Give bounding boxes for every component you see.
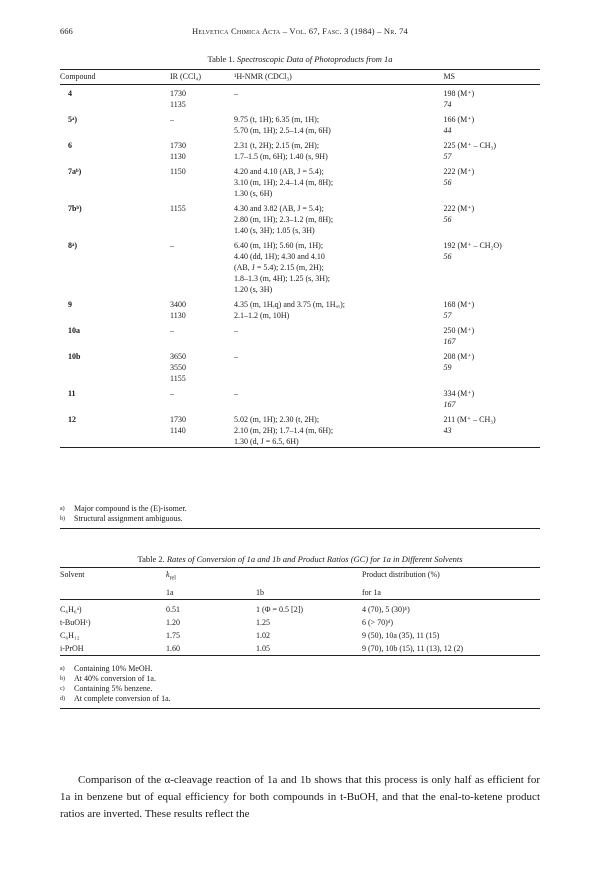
table1-caption (60, 54, 540, 64)
table1-ms-line: 211 (M⁺ – CH₃) (443, 415, 496, 424)
table1 (60, 69, 540, 448)
table1-ir-line: 1135 (169, 100, 186, 109)
table1-ms-line: 222 (M⁺) (443, 204, 475, 213)
footnote (60, 514, 540, 524)
table1-cell-ms (443, 166, 540, 199)
table1-cell-ir (160, 414, 234, 448)
table1-cell-ir (160, 203, 234, 236)
table2-cell-k1b: 1.25 (256, 617, 270, 627)
table1-ms-line: 57 (443, 311, 452, 320)
table1-cell-ms (443, 85, 540, 111)
footnote-mark: a) (60, 506, 65, 512)
table2-subheader-blank (60, 586, 166, 600)
table1-cell-ms (443, 240, 540, 295)
table2-caption-title: Rates of Conversion of 1a and 1b and Product Ratios (GC) for 1a in Different Solvents (166, 554, 463, 564)
table2-subheader-row (60, 586, 540, 600)
table1-cell-ms (443, 114, 540, 136)
table1-cell-compound: 6 (68, 141, 72, 150)
table1-cell-ir (160, 351, 234, 384)
table1-cell-ir (160, 325, 234, 347)
table2-header-row (60, 568, 540, 586)
table1-ir-line: – (169, 115, 174, 124)
table2-krel-sub: rel (169, 575, 176, 582)
table1-ms-line: 56 (443, 252, 452, 261)
table1-cell-nmr (234, 299, 443, 321)
table2-cell-solvent: C₆H₁₂ (60, 630, 80, 640)
table1-nmr-line: 3.10 (m, 1H); 2.4–1.4 (m, 8H); (233, 178, 334, 187)
table1-ms-line: 56 (443, 215, 452, 224)
table1-cell-nmr (234, 240, 443, 295)
table-row (60, 599, 540, 616)
table1-cell-compound: 5ᵃ) (68, 115, 77, 124)
footnote-mark: b) (60, 676, 65, 682)
footnote-text: At complete conversion of 1a. (74, 694, 171, 703)
table1-cell-ir (160, 299, 234, 321)
table-row (60, 351, 540, 384)
table2-cell-solvent: i-PrOH (60, 643, 84, 653)
table1-cell-nmr (234, 414, 443, 448)
table1-cell-nmr (234, 114, 443, 136)
table1-cell-ir (160, 240, 234, 295)
table1-nmr-line: 2.80 (m, 1H); 2.3–1.2 (m, 8H); (233, 215, 334, 224)
table1-ms-line: 43 (443, 426, 452, 435)
table2-footnotes (60, 664, 540, 704)
table1-nmr-line: 6.40 (m, 1H); 5.60 (m, 1H); (233, 241, 324, 250)
table2-cell-dist: 6 (> 70)ᵈ) (362, 617, 393, 627)
table1-cell-nmr (234, 203, 443, 236)
footnote-mark: a) (60, 666, 65, 672)
table2 (60, 567, 540, 656)
table1-cell-nmr (234, 166, 443, 199)
table1-col-nmr: ¹H-NMR (CDCl₃) (233, 72, 292, 81)
table-row (60, 203, 540, 236)
footnote (60, 664, 540, 674)
footnote (60, 504, 540, 514)
table2-cell-k1a: 1.60 (166, 643, 180, 653)
table2-sub-for: for 1a (362, 587, 381, 597)
table1-nmr-line: 2.10 (m, 2H); 1.7–1.4 (m, 6H); (233, 426, 334, 435)
table2-sub-1b: 1b (256, 587, 264, 597)
table-row (60, 388, 540, 410)
table2-sub-1a: 1a (166, 587, 174, 597)
table1-ir-line: – (169, 326, 174, 335)
table1-ms-line: 225 (M⁺ – CH₃) (443, 141, 497, 150)
table-row (60, 166, 540, 199)
table1-cell-ms (443, 325, 540, 347)
table2-caption-label: Table 2. (137, 554, 165, 564)
table1-nmr-line: 2.1–1.2 (m, 10H) (233, 311, 290, 320)
table2-caption (60, 554, 540, 564)
table2-header-blank (256, 568, 362, 586)
page-number: 666 (60, 26, 73, 36)
table2-cell-solvent: t-BuOHᶜ) (60, 617, 91, 627)
table1-nmr-line: 4.40 (dd, 1H); 4.30 and 4.10 (233, 252, 325, 261)
table2-cell-dist: 9 (70), 10b (15), 11 (13), 12 (2) (362, 643, 464, 653)
table1-ms-line: 208 (M⁺) (443, 352, 475, 361)
table2-col-dist: Product distribution (%) (362, 570, 440, 579)
table1-cell-compound: 10a (68, 326, 80, 335)
table1-cell-ir (160, 166, 234, 199)
table1-ms-line: 334 (M⁺) (443, 389, 475, 398)
table1-bottom-rule (60, 528, 540, 529)
body-paragraph: Comparison of the α-cleavage reaction of 1a and 1b shows that this process is only half as efficient for 1a in benzene but of equal efficiency for both compounds in t-BuOH, and that the enal-to-ketene product ratios are inverted. These results reflect the (60, 774, 540, 820)
body-text (60, 772, 540, 823)
table1-ms-line: 74 (443, 100, 452, 109)
table-row (60, 85, 540, 111)
table1-cell-compound: 12 (68, 415, 76, 424)
footnote (60, 694, 540, 704)
table-row (60, 299, 540, 321)
table1-nmr-line: – (233, 326, 238, 335)
table1-cell-nmr (234, 325, 443, 347)
table1-ms-line: 44 (443, 126, 452, 135)
table1-cell-ms (443, 203, 540, 236)
table1-footnotes (60, 504, 540, 524)
table1-ir-line: 1155 (169, 374, 186, 383)
table2-body (60, 599, 540, 655)
table2-col-solvent: Solvent (60, 570, 85, 579)
table1-cell-ir (160, 114, 234, 136)
footnote-mark: d) (60, 696, 65, 702)
table1-cell-ir (160, 85, 234, 111)
table1-ir-line: 1150 (169, 167, 186, 176)
table1-ir-line: 3650 (169, 352, 186, 361)
table1-cell-nmr (234, 85, 443, 111)
table1-cell-ms (443, 351, 540, 384)
table1-ms-line: 59 (443, 363, 452, 372)
table-row (60, 140, 540, 162)
table1-nmr-line: – (233, 89, 238, 98)
footnote-mark: b) (60, 516, 65, 522)
table1-cell-ms (443, 140, 540, 162)
page-header (60, 26, 540, 38)
table1-col-ms: MS (443, 72, 455, 81)
table1-ir-line: – (169, 241, 174, 250)
footnote-mark: c) (60, 686, 65, 692)
table1-ir-line: 3550 (169, 363, 186, 372)
footnote-text: Structural assignment ambiguous. (74, 514, 183, 523)
table1-ir-line: 1130 (169, 311, 186, 320)
table2-krel-k: k (166, 570, 170, 579)
table1-cell-ir (160, 140, 234, 162)
table1-nmr-line: 5.70 (m, 1H); 2.5–1.4 (m, 6H) (233, 126, 331, 135)
table2-cell-k1b: 1.02 (256, 630, 270, 640)
table1-ir-line: 1155 (169, 204, 186, 213)
running-head: Helvetica Chimica Acta – Vol. 67, Fasc. 3 (1984) – Nr. 74 (192, 26, 408, 36)
table1-nmr-line: 1.30 (s, 6H) (233, 189, 273, 198)
table1-ms-line: 56 (443, 178, 452, 187)
table1-nmr-line: 4.20 and 4.10 (AB, J = 5.4); (233, 167, 324, 176)
table1-ms-line: 198 (M⁺) (443, 89, 475, 98)
footnote-text: Containing 5% benzene. (74, 684, 153, 693)
table1-nmr-line: (AB, J = 5.4); 2.15 (m, 2H); (233, 263, 324, 272)
table1-ir-line: – (169, 389, 174, 398)
table2-cell-solvent: C₆H₆ᵃ) (60, 604, 82, 614)
table1-cell-compound: 4 (68, 89, 72, 98)
table2-cell-dist: 9 (50), 10a (35), 11 (15) (362, 630, 440, 640)
table1-ir-line: 1730 (169, 89, 186, 98)
table2-cell-dist: 4 (70), 5 (30)ᵇ) (362, 604, 410, 614)
table2-cell-k1b: 1 (Φ = 0.5 [2]) (256, 604, 304, 614)
footnote-text: Containing 10% MeOH. (74, 664, 153, 673)
table2-cell-k1a: 0.51 (166, 604, 180, 614)
table1-ir-line: 1130 (169, 152, 186, 161)
table1-nmr-line: 4.35 (m, 1Hₑq) and 3.75 (m, 1Hₐₓ); (233, 300, 345, 309)
table-row (60, 616, 540, 629)
table1-ms-line: 250 (M⁺) (443, 326, 475, 335)
table-row (60, 414, 540, 448)
table1-col-compound: Compound (60, 72, 96, 81)
table1-ms-line: 167 (443, 337, 456, 346)
table1-ms-line: 168 (M⁺) (443, 300, 475, 309)
table1-nmr-line: 4.30 and 3.82 (AB, J = 5.4); (233, 204, 324, 213)
table1-ms-line: 167 (443, 400, 456, 409)
table1-nmr-line: 9.75 (t, 1H); 6.35 (m, 1H); (233, 115, 320, 124)
table1-nmr-line: 1.7–1.5 (m, 6H); 1.40 (s, 9H) (233, 152, 328, 161)
table1-ms-line: 166 (M⁺) (443, 115, 475, 124)
table1-nmr-line: 1.20 (s, 3H) (233, 285, 273, 294)
table1-nmr-line: 1.30 (d, J = 6.5, 6H) (233, 437, 299, 446)
table1-ir-line: 1730 (169, 415, 186, 424)
table2-cell-k1a: 1.20 (166, 617, 180, 627)
table1-nmr-line: 5.02 (m, 1H); 2.30 (t, 2H); (233, 415, 320, 424)
table1-header-row (60, 70, 540, 85)
table1-nmr-line: 2.31 (t, 2H); 2.15 (m, 2H); (233, 141, 320, 150)
table1-ir-line: 1140 (169, 426, 186, 435)
table1-nmr-line: – (233, 389, 238, 398)
table1-cell-ms (443, 299, 540, 321)
table1-cell-compound: 8ᵃ) (68, 241, 77, 250)
table1-caption-label: Table 1. (207, 54, 235, 64)
table1-body (60, 85, 540, 448)
table2-cell-k1a: 1.75 (166, 630, 180, 640)
table1-cell-compound: 7aᵇ) (68, 167, 82, 176)
table1-cell-compound: 11 (68, 389, 76, 398)
table1-ms-line: 57 (443, 152, 452, 161)
table1-ir-line: 3400 (169, 300, 186, 309)
table1-ir-line: 1730 (169, 141, 186, 150)
table2-cell-k1b: 1.05 (256, 643, 270, 653)
footnote (60, 674, 540, 684)
table1-cell-nmr (234, 388, 443, 410)
table1-cell-ir (160, 388, 234, 410)
footnote-text: At 40% conversion of 1a. (74, 674, 156, 683)
table1-ms-line: 192 (M⁺ – CH₂O) (443, 241, 502, 250)
table-row (60, 325, 540, 347)
table1-cell-ms (443, 414, 540, 448)
table1-nmr-line: 1.40 (s, 3H); 1.05 (s, 3H) (233, 226, 315, 235)
table-row (60, 114, 540, 136)
table1-cell-compound: 7bᵇ) (68, 204, 82, 213)
table1-nmr-line: 1.8–1.3 (m, 4H); 1.25 (s, 3H); (233, 274, 330, 283)
table1-cell-ms (443, 388, 540, 410)
table1-col-ir: IR (CCl₄) (169, 72, 201, 81)
table-row (60, 240, 540, 295)
table2-col-krel (166, 568, 256, 586)
footnote (60, 684, 540, 694)
footnote-text: Major compound is the (E)-isomer. (74, 504, 187, 513)
table-row (60, 629, 540, 642)
table-row (60, 642, 540, 656)
table1-cell-compound: 9 (68, 300, 72, 309)
table1-caption-title: Spectroscopic Data of Photoproducts from 1a (236, 54, 393, 64)
table1-cell-nmr (234, 140, 443, 162)
table2-bottom-rule (60, 708, 540, 709)
table1-cell-compound: 10b (68, 352, 81, 361)
table1-cell-nmr (234, 351, 443, 384)
table1-nmr-line: – (233, 352, 238, 361)
table1-ms-line: 222 (M⁺) (443, 167, 475, 176)
